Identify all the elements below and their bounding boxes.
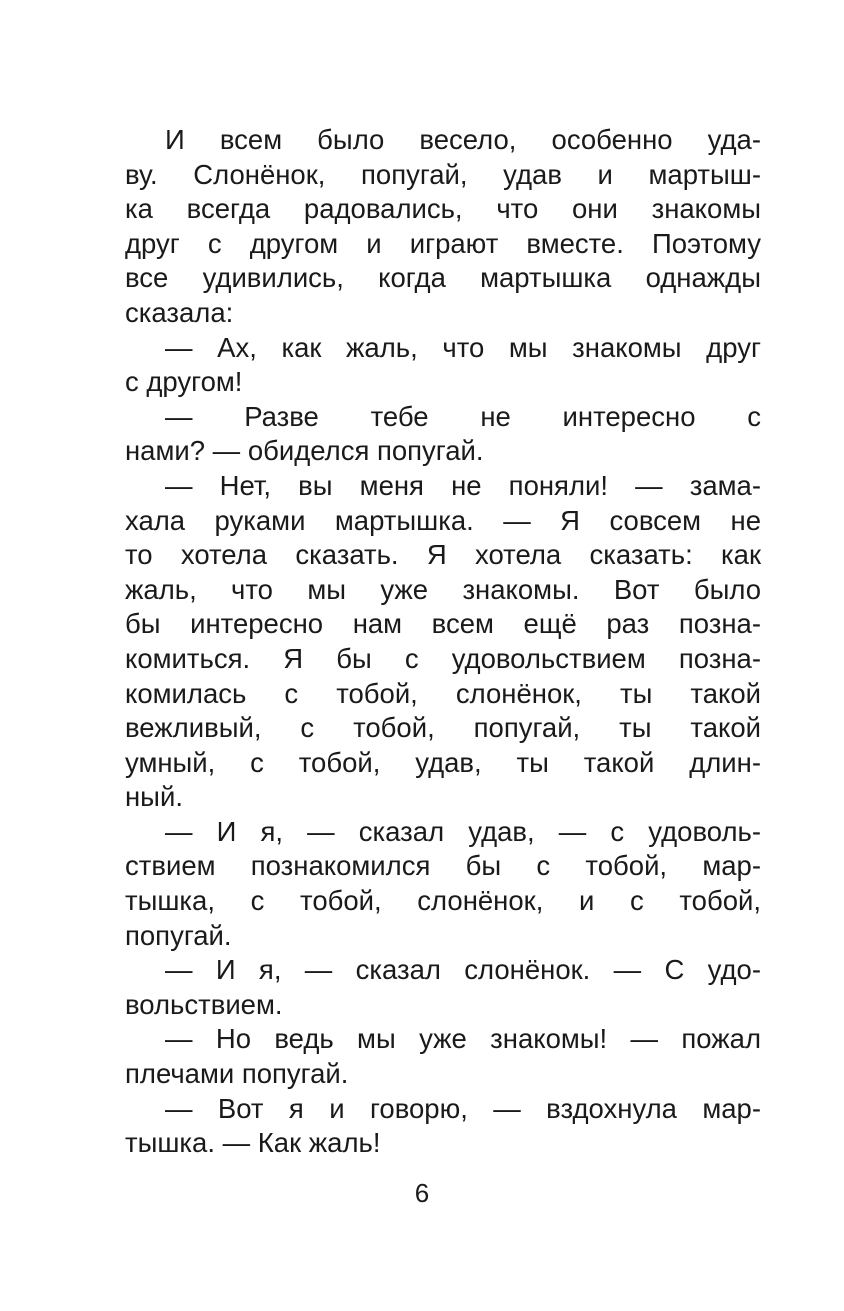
text-line: жаль, что мы уже знакомы. Вот было	[125, 573, 761, 605]
text-line: нами? — обиделся попугай.	[125, 435, 484, 467]
text-line: то хотела сказать. Я хотела сказать: как	[125, 539, 761, 571]
text-line: — Но ведь мы уже знакомы! — пожал	[165, 1023, 761, 1055]
text-line: ка всегда радовались, что они знакомы	[125, 193, 761, 225]
text-line: вольствием.	[125, 988, 283, 1020]
text-line: плечами попугай.	[125, 1058, 349, 1090]
text-line: хала руками мартышка. — Я совсем не	[125, 504, 761, 536]
text-line: ву. Слонёнок, попугай, удав и мартыш-	[125, 158, 761, 190]
text-line: попугай.	[125, 919, 232, 951]
text-line: — Ах, как жаль, что мы знакомы друг	[165, 331, 761, 363]
text-line: комилась с тобой, слонёнок, ты такой	[125, 677, 761, 709]
page-number: 6	[414, 1178, 430, 1208]
text-line: тышка. — Как жаль!	[125, 1127, 381, 1159]
story-text	[125, 123, 761, 1161]
text-line: с другом!	[125, 366, 243, 398]
text-line: — Вот я и говорю, — вздохнула мар-	[165, 1092, 761, 1124]
text-line: — И я, — сказал слонёнок. — С удо-	[165, 954, 761, 986]
text-line: ный.	[125, 781, 183, 813]
text-line: — И я, — сказал удав, — с удоволь-	[165, 815, 761, 847]
text-line: — Разве тебе не интересно с	[165, 400, 761, 432]
text-line: сказала:	[125, 296, 234, 328]
text-line: ствием познакомился бы с тобой, мар-	[125, 850, 761, 882]
text-line: вежливый, с тобой, попугай, ты такой	[125, 712, 761, 744]
text-line: И всем было весело, особенно уда-	[165, 124, 761, 155]
text-line: — Нет, вы меня не поняли! — зама-	[165, 469, 761, 501]
text-line: умный, с тобой, удав, ты такой длин-	[125, 746, 761, 778]
text-line: комиться. Я бы с удовольствием позна-	[125, 642, 761, 674]
text-line: друг с другом и играют вместе. Поэтому	[125, 227, 761, 259]
text-line: тышка, с тобой, слонёнок, и с тобой,	[125, 885, 761, 917]
text-line: все удивились, когда мартышка однажды	[125, 262, 761, 294]
text-line: бы интересно нам всем ещё раз позна-	[125, 608, 761, 640]
